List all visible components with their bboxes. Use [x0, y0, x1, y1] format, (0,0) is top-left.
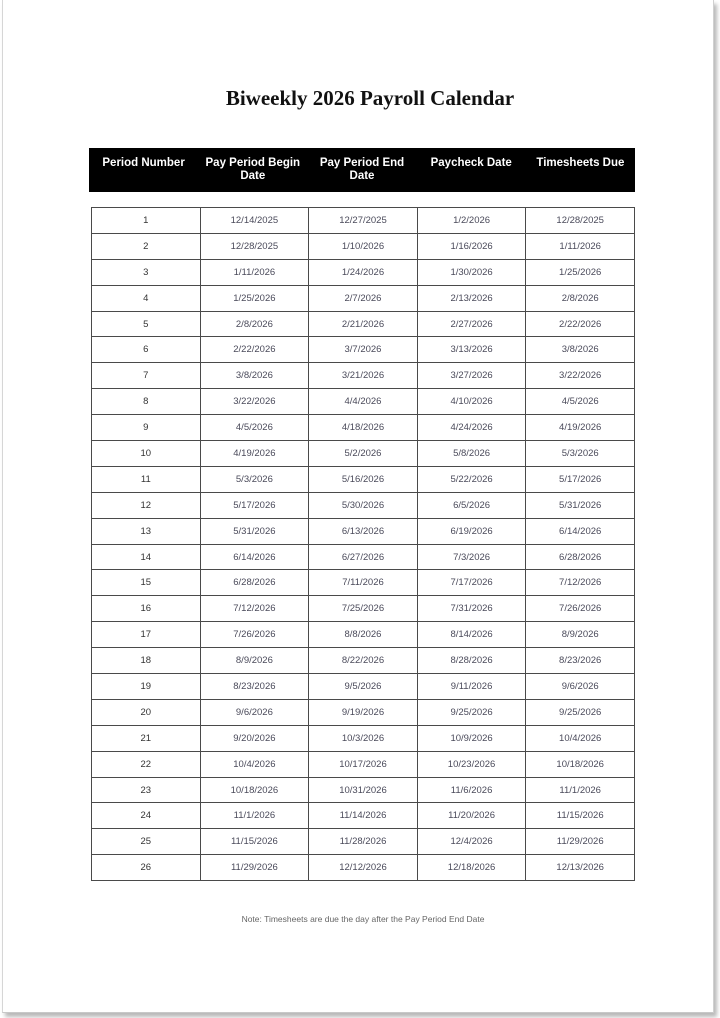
begin-date-cell: 1/11/2026: [200, 259, 309, 285]
table-row: [92, 674, 635, 700]
timesheets-due-cell: 4/19/2026: [526, 415, 635, 441]
period-number-cell: 11: [92, 466, 201, 492]
timesheets-due-cell: 8/9/2026: [526, 622, 635, 648]
paycheck-date-cell: 1/16/2026: [417, 233, 526, 259]
end-date-cell: 11/14/2026: [309, 803, 418, 829]
end-date-cell: 10/17/2026: [309, 751, 418, 777]
period-number-cell: 5: [92, 311, 201, 337]
end-date-cell: 5/2/2026: [309, 441, 418, 467]
period-number-cell: 21: [92, 725, 201, 751]
timesheets-due-cell: 12/13/2026: [526, 855, 635, 881]
table-row: [92, 208, 635, 234]
end-date-cell: 7/11/2026: [309, 570, 418, 596]
table-row: [92, 648, 635, 674]
begin-date-cell: 10/18/2026: [200, 777, 309, 803]
timesheets-due-cell: 3/22/2026: [526, 363, 635, 389]
begin-date-cell: 2/8/2026: [200, 311, 309, 337]
end-date-cell: 11/28/2026: [309, 829, 418, 855]
table-row: [92, 466, 635, 492]
document-page: [2, 0, 714, 1013]
paycheck-date-cell: 9/25/2026: [417, 699, 526, 725]
end-date-cell: 7/25/2026: [309, 596, 418, 622]
begin-date-cell: 4/5/2026: [200, 415, 309, 441]
paycheck-date-cell: 7/3/2026: [417, 544, 526, 570]
timesheets-due-cell: 12/28/2025: [526, 208, 635, 234]
period-number-cell: 25: [92, 829, 201, 855]
begin-date-cell: 6/28/2026: [200, 570, 309, 596]
period-number-cell: 14: [92, 544, 201, 570]
paycheck-date-cell: 12/18/2026: [417, 855, 526, 881]
period-number-cell: 12: [92, 492, 201, 518]
period-number-cell: 18: [92, 648, 201, 674]
page-title: Biweekly 2026 Payroll Calendar: [225, 86, 515, 110]
paycheck-date-cell: 2/13/2026: [417, 285, 526, 311]
begin-date-cell: 4/19/2026: [200, 441, 309, 467]
period-number-cell: 1: [92, 208, 201, 234]
period-number-cell: 3: [92, 259, 201, 285]
begin-date-cell: 8/9/2026: [200, 648, 309, 674]
table-row: [92, 596, 635, 622]
paycheck-date-cell: 10/9/2026: [417, 725, 526, 751]
timesheets-due-cell: 5/17/2026: [526, 466, 635, 492]
timesheets-due-cell: 5/3/2026: [526, 441, 635, 467]
paycheck-date-cell: 7/31/2026: [417, 596, 526, 622]
begin-date-cell: 5/3/2026: [200, 466, 309, 492]
header-period-number: Period Number: [102, 157, 185, 169]
timesheets-due-cell: 4/5/2026: [526, 389, 635, 415]
timesheets-due-cell: 1/11/2026: [526, 233, 635, 259]
period-number-cell: 7: [92, 363, 201, 389]
begin-date-cell: 5/17/2026: [200, 492, 309, 518]
timesheets-due-cell: 6/28/2026: [526, 544, 635, 570]
end-date-cell: 5/30/2026: [309, 492, 418, 518]
payroll-table: [91, 207, 635, 881]
paycheck-date-cell: 3/27/2026: [417, 363, 526, 389]
begin-date-cell: 6/14/2026: [200, 544, 309, 570]
end-date-cell: 6/27/2026: [309, 544, 418, 570]
period-number-cell: 17: [92, 622, 201, 648]
timesheets-due-cell: 11/1/2026: [526, 777, 635, 803]
begin-date-cell: 3/8/2026: [200, 363, 309, 389]
table-row: [92, 311, 635, 337]
begin-date-cell: 10/4/2026: [200, 751, 309, 777]
end-date-cell: 12/12/2026: [309, 855, 418, 881]
paycheck-date-cell: 3/13/2026: [417, 337, 526, 363]
end-date-cell: 1/24/2026: [309, 259, 418, 285]
period-number-cell: 20: [92, 699, 201, 725]
end-date-cell: 4/18/2026: [309, 415, 418, 441]
table-row: [92, 699, 635, 725]
header-begin-date: Pay Period Begin Date: [205, 157, 301, 182]
end-date-cell: 8/8/2026: [309, 622, 418, 648]
table-row: [92, 389, 635, 415]
payroll-table-body: [92, 208, 635, 881]
table-row: [92, 725, 635, 751]
table-row: [92, 415, 635, 441]
begin-date-cell: 2/22/2026: [200, 337, 309, 363]
table-row: [92, 492, 635, 518]
paycheck-date-cell: 5/22/2026: [417, 466, 526, 492]
timesheets-due-cell: 8/23/2026: [526, 648, 635, 674]
paycheck-date-cell: 4/24/2026: [417, 415, 526, 441]
begin-date-cell: 7/26/2026: [200, 622, 309, 648]
end-date-cell: 3/7/2026: [309, 337, 418, 363]
table-header: [89, 148, 635, 192]
begin-date-cell: 5/31/2026: [200, 518, 309, 544]
begin-date-cell: 11/15/2026: [200, 829, 309, 855]
begin-date-cell: 11/1/2026: [200, 803, 309, 829]
timesheets-due-cell: 2/22/2026: [526, 311, 635, 337]
timesheets-due-cell: 2/8/2026: [526, 285, 635, 311]
timesheets-due-cell: 9/6/2026: [526, 674, 635, 700]
footnote: Note: Timesheets are due the day after the Pay Period End Date: [241, 914, 485, 924]
period-number-cell: 15: [92, 570, 201, 596]
table-row: [92, 441, 635, 467]
timesheets-due-cell: 11/29/2026: [526, 829, 635, 855]
begin-date-cell: 7/12/2026: [200, 596, 309, 622]
paycheck-date-cell: 11/20/2026: [417, 803, 526, 829]
paycheck-date-cell: 6/5/2026: [417, 492, 526, 518]
end-date-cell: 9/19/2026: [309, 699, 418, 725]
header-paycheck-date: Paycheck Date: [430, 157, 512, 169]
begin-date-cell: 11/29/2026: [200, 855, 309, 881]
end-date-cell: 6/13/2026: [309, 518, 418, 544]
begin-date-cell: 3/22/2026: [200, 389, 309, 415]
end-date-cell: 2/21/2026: [309, 311, 418, 337]
paycheck-date-cell: 9/11/2026: [417, 674, 526, 700]
period-number-cell: 22: [92, 751, 201, 777]
end-date-cell: 5/16/2026: [309, 466, 418, 492]
end-date-cell: 12/27/2025: [309, 208, 418, 234]
paycheck-date-cell: 1/2/2026: [417, 208, 526, 234]
end-date-cell: 9/5/2026: [309, 674, 418, 700]
timesheets-due-cell: 3/8/2026: [526, 337, 635, 363]
paycheck-date-cell: 1/30/2026: [417, 259, 526, 285]
end-date-cell: 8/22/2026: [309, 648, 418, 674]
table-row: [92, 544, 635, 570]
period-number-cell: 6: [92, 337, 201, 363]
paycheck-date-cell: 8/28/2026: [417, 648, 526, 674]
timesheets-due-cell: 10/18/2026: [526, 751, 635, 777]
paycheck-date-cell: 4/10/2026: [417, 389, 526, 415]
begin-date-cell: 1/25/2026: [200, 285, 309, 311]
begin-date-cell: 12/28/2025: [200, 233, 309, 259]
timesheets-due-cell: 6/14/2026: [526, 518, 635, 544]
paycheck-date-cell: 7/17/2026: [417, 570, 526, 596]
begin-date-cell: 9/20/2026: [200, 725, 309, 751]
table-row: [92, 233, 635, 259]
table-row: [92, 829, 635, 855]
period-number-cell: 13: [92, 518, 201, 544]
table-row: [92, 622, 635, 648]
timesheets-due-cell: 5/31/2026: [526, 492, 635, 518]
paycheck-date-cell: 2/27/2026: [417, 311, 526, 337]
paycheck-date-cell: 12/4/2026: [417, 829, 526, 855]
period-number-cell: 4: [92, 285, 201, 311]
period-number-cell: 19: [92, 674, 201, 700]
timesheets-due-cell: 11/15/2026: [526, 803, 635, 829]
table-row: [92, 751, 635, 777]
end-date-cell: 2/7/2026: [309, 285, 418, 311]
timesheets-due-cell: 1/25/2026: [526, 259, 635, 285]
paycheck-date-cell: 10/23/2026: [417, 751, 526, 777]
end-date-cell: 3/21/2026: [309, 363, 418, 389]
begin-date-cell: 9/6/2026: [200, 699, 309, 725]
period-number-cell: 9: [92, 415, 201, 441]
begin-date-cell: 12/14/2025: [200, 208, 309, 234]
end-date-cell: 10/31/2026: [309, 777, 418, 803]
timesheets-due-cell: 7/12/2026: [526, 570, 635, 596]
paycheck-date-cell: 6/19/2026: [417, 518, 526, 544]
timesheets-due-cell: 9/25/2026: [526, 699, 635, 725]
paycheck-date-cell: 8/14/2026: [417, 622, 526, 648]
table-row: [92, 570, 635, 596]
table-row: [92, 363, 635, 389]
paycheck-date-cell: 11/6/2026: [417, 777, 526, 803]
table-row: [92, 259, 635, 285]
period-number-cell: 10: [92, 441, 201, 467]
timesheets-due-cell: 7/26/2026: [526, 596, 635, 622]
period-number-cell: 26: [92, 855, 201, 881]
period-number-cell: 2: [92, 233, 201, 259]
header-end-date: Pay Period End Date: [319, 157, 405, 182]
header-timesheets-due: Timesheets Due: [536, 157, 625, 169]
end-date-cell: 4/4/2026: [309, 389, 418, 415]
table-row: [92, 518, 635, 544]
table-row: [92, 855, 635, 881]
period-number-cell: 8: [92, 389, 201, 415]
table-row: [92, 777, 635, 803]
table-row: [92, 285, 635, 311]
table-row: [92, 337, 635, 363]
period-number-cell: 23: [92, 777, 201, 803]
table-row: [92, 803, 635, 829]
paycheck-date-cell: 5/8/2026: [417, 441, 526, 467]
begin-date-cell: 8/23/2026: [200, 674, 309, 700]
end-date-cell: 1/10/2026: [309, 233, 418, 259]
timesheets-due-cell: 10/4/2026: [526, 725, 635, 751]
period-number-cell: 24: [92, 803, 201, 829]
period-number-cell: 16: [92, 596, 201, 622]
end-date-cell: 10/3/2026: [309, 725, 418, 751]
